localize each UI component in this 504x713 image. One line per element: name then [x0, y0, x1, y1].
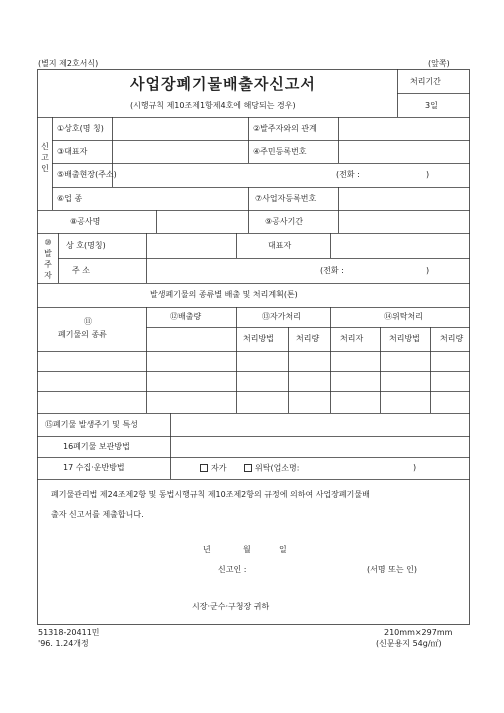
site-phone-label: (전화 : [336, 170, 360, 179]
date-day: 일 [279, 545, 287, 554]
entrust-method-header: 처리방법 [389, 334, 420, 343]
emission-amount-label: ⑫배출량 [170, 312, 202, 321]
site-phone-close: ) [426, 170, 430, 179]
business-type-label: ⑥업 종 [57, 194, 83, 203]
business-reg-label: ⑦사업자등록번호 [255, 194, 317, 203]
transport-method-label: 17 수집·운반방법 [63, 463, 125, 472]
entrust-amount-header: 처리량 [440, 334, 464, 343]
entrusted-treatment-label: ⑭위탁처리 [384, 312, 423, 321]
processing-period-label: 처리기간 [410, 77, 441, 86]
resident-number-label: ④주민등록번호 [253, 147, 307, 156]
reporter-sign-label: 신고인 : [218, 565, 247, 574]
self-method-header: 처리방법 [243, 334, 274, 343]
client-section-label: ⑩ 발 주 자 [44, 238, 52, 280]
client-relation-label: ②발주자와의 관계 [253, 124, 317, 133]
representative-label: ③대표자 [57, 147, 88, 156]
reporter-name-label: ①상호(명 칭) [57, 124, 104, 133]
self-treatment-label: ⑬자가처리 [262, 312, 301, 321]
entrust-handler-header: 처리자 [340, 334, 364, 343]
client-name-label: 상 호(명칭) [66, 241, 106, 250]
consign-checkbox[interactable] [244, 464, 252, 472]
transport-consign-close: ) [413, 463, 417, 472]
client-phone-close: ) [426, 266, 430, 275]
processing-period-value: 3일 [425, 101, 438, 110]
statement-line-1: 폐기물관리법 제24조제2항 및 동법시행규칙 제10조제2항의 규정에 의하여 사업장폐기물배 [51, 490, 370, 499]
recipient-label: 시장·군수·구청장 귀하 [192, 602, 270, 611]
project-name-label: ⑧공사명 [70, 217, 101, 226]
client-phone-label: (전화 : [320, 266, 344, 275]
self-amount-header: 처리량 [296, 334, 320, 343]
date-month: 월 [243, 545, 251, 554]
footer-form-code: 51318-20411민 [38, 628, 100, 637]
form-number: (별지 제2호서식) [38, 59, 99, 68]
transport-own-option[interactable]: 자가 [200, 464, 226, 473]
waste-cycle-label: ⑮폐기물 발생주기 및 특성 [45, 420, 138, 429]
signature-seal-label: (서명 또는 인) [367, 565, 417, 574]
form-subtitle: (시행규칙 제10조제1항제4호에 해당되는 경우) [130, 101, 296, 110]
date-year: 년 [203, 545, 211, 554]
statement-line-2: 출자 신고서를 제출합니다. [51, 510, 144, 519]
reporter-section-label: 신 고 인 [41, 142, 49, 173]
footer-paper-size: 210mm×297mm [384, 628, 453, 637]
footer-revised-date: '96. 1.24개정 [38, 639, 89, 648]
storage-method-label: 16폐기물 보관방법 [63, 442, 130, 451]
waste-kind-label: 폐기물의 종류 [58, 330, 107, 339]
waste-kind-number: ⑪ [84, 317, 92, 326]
plan-heading: 발생폐기물의 종류별 배출 및 처리계획(톤) [150, 290, 298, 299]
page-side-label: (앞쪽) [428, 59, 450, 68]
transport-consign-option[interactable]: 위탁(업소명: [244, 464, 299, 473]
own-checkbox[interactable] [200, 464, 208, 472]
client-rep-label: 대표자 [268, 241, 292, 250]
site-address-label: ⑤배출현장(주소) [57, 170, 117, 179]
project-period-label: ⑨공사기간 [265, 217, 304, 226]
client-address-label: 주 소 [72, 266, 90, 275]
footer-paper-type: (신문용지 54g/㎡) [376, 639, 442, 648]
form-title: 사업장폐기물배출자신고서 [130, 75, 316, 93]
